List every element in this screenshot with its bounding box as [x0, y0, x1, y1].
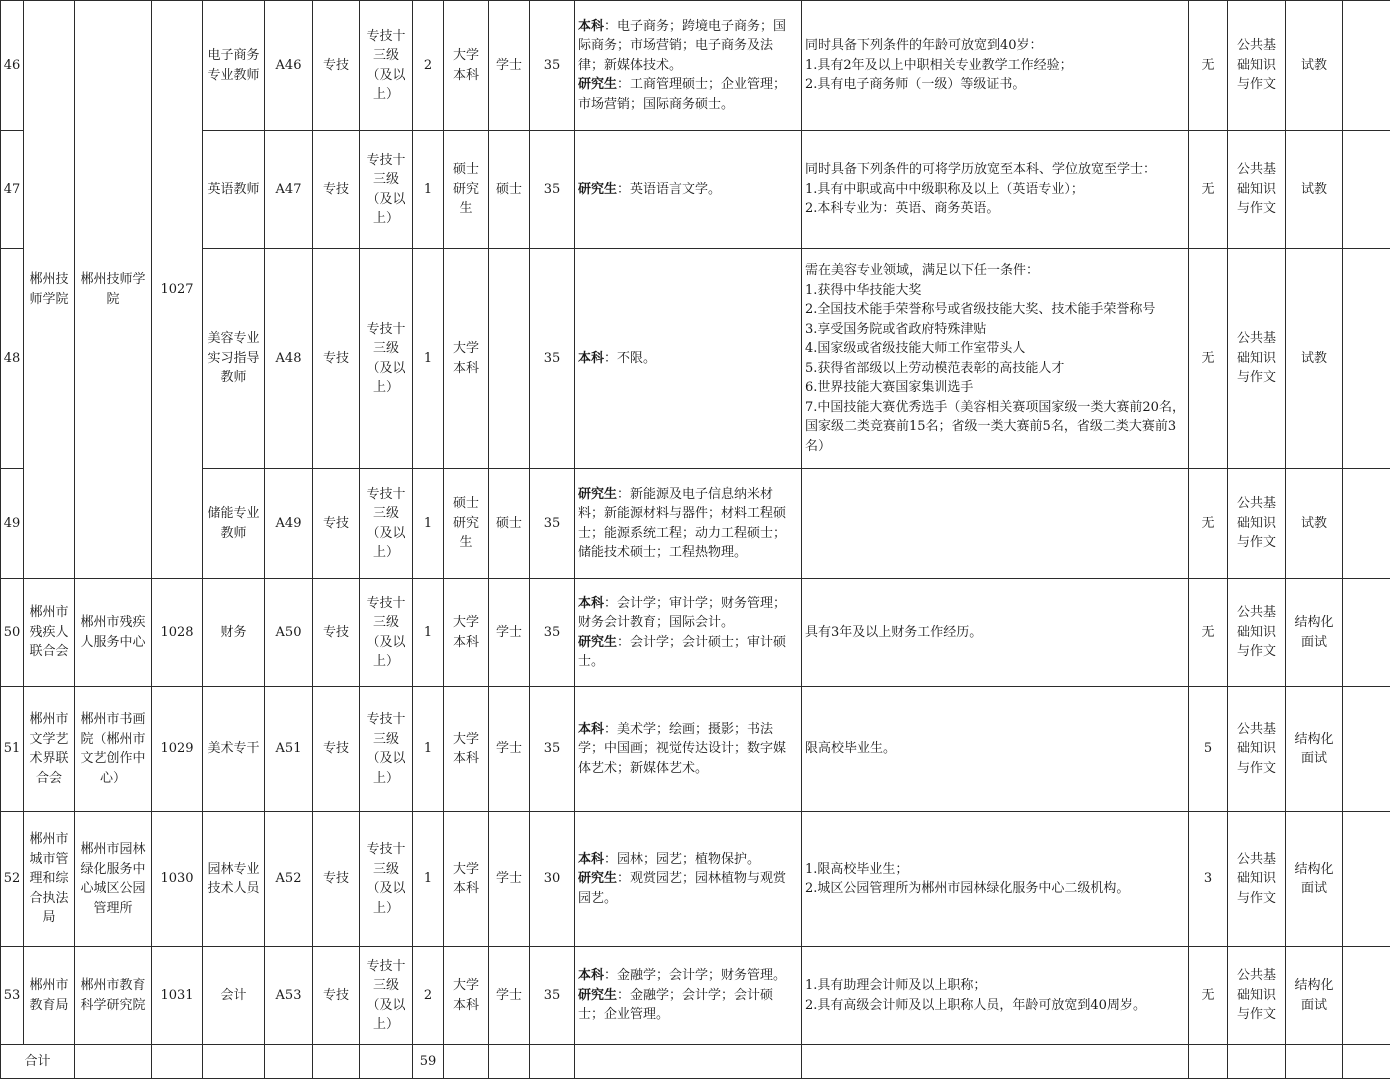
requirement-line: 1.具有中职或高中中级职称及以上（英语专业）； [805, 181, 1084, 197]
interview-form: 结构化面试 [1286, 687, 1343, 812]
undergrad-label: 本科 [578, 18, 605, 34]
remarks-cell [1343, 131, 1390, 249]
major-requirements [575, 131, 802, 249]
interview-form: 试教 [1286, 131, 1343, 249]
remarks-cell [1343, 579, 1390, 687]
degree: 学士 [489, 947, 530, 1045]
empty-cell [203, 1045, 265, 1079]
education: 硕士研究生 [444, 131, 489, 249]
department-code: 1027 [152, 1, 203, 579]
interview-form: 结构化面试 [1286, 812, 1343, 947]
requirement-line: 2.城区公园管理所为郴州市园林绿化服务中心二级机构。 [805, 881, 1130, 896]
hiring-count: 1 [413, 249, 444, 469]
post-code: A51 [265, 687, 313, 812]
undergrad-label: 本科 [578, 968, 605, 984]
grad-majors: ：工商管理硕士；企业管理；市场营销；国际商务硕士。 [578, 77, 787, 112]
department-code: 1030 [152, 812, 203, 947]
hiring-count: 1 [413, 687, 444, 812]
other-requirements [802, 579, 1189, 687]
major-requirements [575, 1, 802, 131]
empty-cell [313, 1045, 360, 1079]
major-requirements [575, 579, 802, 687]
other-requirements [802, 812, 1189, 947]
degree: 硕士 [489, 131, 530, 249]
other-requirements [802, 131, 1189, 249]
grad-label: 研究生 [578, 77, 618, 93]
post-type: 专技 [313, 469, 360, 579]
post-code: A46 [265, 1, 313, 131]
table-row [1, 687, 1390, 812]
max-age: 35 [530, 131, 575, 249]
table-row [1, 131, 1390, 249]
post-name: 美术专干 [203, 687, 265, 812]
education: 大学本科 [444, 947, 489, 1045]
post-type: 专技 [313, 947, 360, 1045]
other-requirements [802, 1, 1189, 131]
interview-form: 试教 [1286, 1, 1343, 131]
post-level: 专技十三级（及以上） [360, 469, 413, 579]
remarks-cell [1343, 687, 1390, 812]
exam-ratio: 3 [1189, 812, 1228, 947]
post-type: 专技 [313, 131, 360, 249]
undergrad-majors: ：园林；园艺；植物保护。 [604, 851, 761, 867]
exam-ratio: 5 [1189, 687, 1228, 812]
written-subject: 公共基础知识与作文 [1228, 1, 1286, 131]
post-name: 电子商务专业教师 [203, 1, 265, 131]
hiring-count: 1 [413, 469, 444, 579]
post-name: 美容专业实习指导教师 [203, 249, 265, 469]
other-requirements [802, 947, 1189, 1045]
empty-cell [1228, 1045, 1286, 1079]
major-requirements [575, 947, 802, 1045]
max-age: 35 [530, 579, 575, 687]
major-requirements [575, 469, 802, 579]
empty-cell [1286, 1045, 1343, 1079]
written-subject: 公共基础知识与作文 [1228, 947, 1286, 1045]
degree: 学士 [489, 1, 530, 131]
education: 大学本科 [444, 812, 489, 947]
degree: 硕士 [489, 469, 530, 579]
post-level: 专技十三级（及以上） [360, 249, 413, 469]
other-requirements [802, 687, 1189, 812]
post-name: 园林专业技术人员 [203, 812, 265, 947]
hiring-department: 郴州市园林绿化服务中心城区公园管理所 [75, 812, 152, 947]
major-requirements [575, 812, 802, 947]
requirement-line: 4.国家级或省级技能大师工作室带头人 [805, 341, 1026, 356]
exam-ratio: 无 [1189, 131, 1228, 249]
requirement-line: 3.享受国务院或省政府特殊津贴 [805, 321, 987, 337]
post-type: 专技 [313, 579, 360, 687]
exam-ratio: 无 [1189, 249, 1228, 469]
post-name: 储能专业教师 [203, 469, 265, 579]
max-age: 30 [530, 812, 575, 947]
max-age: 35 [530, 249, 575, 469]
exam-ratio: 无 [1189, 947, 1228, 1045]
requirement-line: 1.限高校毕业生； [805, 861, 909, 877]
hiring-count: 1 [413, 812, 444, 947]
grad-majors: ：英语语言文学。 [617, 181, 722, 197]
requirement-line: 2.全国技术能手荣誉称号或省级技能大奖、技术能手荣誉称号 [805, 302, 1156, 317]
hiring-department: 郴州市残疾人服务中心 [75, 579, 152, 687]
interview-form: 试教 [1286, 469, 1343, 579]
requirement-line: 具有3年及以上财务工作经历。 [805, 624, 983, 640]
remarks-cell [1343, 947, 1390, 1045]
hiring-unit: 郴州市文学艺术界联合会 [24, 687, 75, 812]
row-number: 47 [1, 131, 24, 249]
post-name: 财务 [203, 579, 265, 687]
degree: 学士 [489, 687, 530, 812]
empty-cell [444, 1045, 489, 1079]
interview-form: 结构化面试 [1286, 947, 1343, 1045]
post-code: A53 [265, 947, 313, 1045]
row-number: 49 [1, 469, 24, 579]
grad-label: 研究生 [578, 486, 618, 502]
post-name: 英语教师 [203, 131, 265, 249]
degree: 学士 [489, 812, 530, 947]
undergrad-majors: ：金融学；会计学；财务管理。 [604, 968, 787, 984]
table-row [1, 579, 1390, 687]
undergrad-label: 本科 [578, 721, 605, 737]
grad-majors: ：观赏园艺；园林植物与观赏园艺。 [578, 871, 787, 906]
grad-majors: ：金融学；会计学；会计硕士；企业管理。 [578, 987, 774, 1023]
remarks-cell [1343, 1, 1390, 131]
requirement-line: 1.具有2年及以上中职相关专业教学工作经验； [805, 57, 1073, 73]
total-count: 59 [413, 1045, 444, 1079]
empty-cell [152, 1045, 203, 1079]
other-requirements [802, 249, 1189, 469]
requirement-line: 限高校毕业生。 [805, 741, 897, 757]
requirement-line: 7.中国技能大赛优秀选手（美容相关赛项国家级一类大赛前20名，国家级二类竞赛前15名；省级一类大赛前5名，省级二类大赛前3名） [805, 399, 1185, 454]
education: 硕士研究生 [444, 469, 489, 579]
max-age: 35 [530, 947, 575, 1045]
other-requirements [802, 469, 1189, 579]
requirement-line: 同时具备下列条件的年龄可放宽到40岁： [805, 38, 1043, 54]
post-level: 专技十三级（及以上） [360, 947, 413, 1045]
post-level: 专技十三级（及以上） [360, 579, 413, 687]
post-code: A52 [265, 812, 313, 947]
table-row [1, 469, 1390, 579]
education: 大学本科 [444, 687, 489, 812]
post-code: A49 [265, 469, 313, 579]
hiring-count: 1 [413, 579, 444, 687]
requirement-line: 1.具有助理会计师及以上职称； [805, 978, 987, 993]
post-code: A48 [265, 249, 313, 469]
department-code: 1028 [152, 579, 203, 687]
empty-cell [265, 1045, 313, 1079]
degree: 学士 [489, 579, 530, 687]
row-number: 48 [1, 249, 24, 469]
requirement-line: 同时具备下列条件的可将学历放宽至本科、学位放宽至学士： [805, 162, 1157, 178]
exam-ratio: 无 [1189, 579, 1228, 687]
written-subject: 公共基础知识与作文 [1228, 687, 1286, 812]
post-level: 专技十三级（及以上） [360, 812, 413, 947]
post-level: 专技十三级（及以上） [360, 1, 413, 131]
empty-cell [1189, 1045, 1228, 1079]
post-code: A47 [265, 131, 313, 249]
empty-cell [75, 1045, 152, 1079]
hiring-department: 郴州市教育科学研究院 [75, 947, 152, 1045]
requirement-line: 需在美容专业领域，满足以下任一条件： [805, 263, 1040, 278]
requirement-line: 2.本科专业为：英语、商务英语。 [805, 201, 1000, 217]
remarks-cell [1343, 469, 1390, 579]
written-subject: 公共基础知识与作文 [1228, 812, 1286, 947]
hiring-unit: 郴州技师学院 [24, 1, 75, 579]
grad-label: 研究生 [578, 181, 618, 197]
row-number: 53 [1, 947, 24, 1045]
exam-ratio: 无 [1189, 469, 1228, 579]
requirement-line: 2.具有高级会计师及以上职称人员，年龄可放宽到40周岁。 [805, 997, 1146, 1013]
education: 大学本科 [444, 1, 489, 131]
empty-cell [530, 1045, 575, 1079]
grad-majors: ：会计学；会计硕士；审计硕士。 [578, 634, 787, 669]
requirement-line: 5.获得省部级以上劳动模范表彰的高技能人才 [805, 360, 1065, 376]
hiring-count: 2 [413, 1, 444, 131]
row-number: 50 [1, 579, 24, 687]
post-type: 专技 [313, 249, 360, 469]
undergrad-label: 本科 [578, 350, 605, 366]
row-number: 46 [1, 1, 24, 131]
grad-majors: ：新能源及电子信息纳米材料；新能源材料与器件；材料工程硕士；能源系统工程；动力工程硕士；储能技术硕士；工程热物理。 [578, 486, 787, 560]
total-row [1, 1045, 1390, 1079]
requirement-line: 1.获得中华技能大奖 [805, 282, 922, 298]
total-label: 合计 [1, 1045, 75, 1079]
exam-ratio: 无 [1189, 1, 1228, 131]
post-type: 专技 [313, 687, 360, 812]
grad-label: 研究生 [578, 987, 618, 1003]
empty-cell [1343, 1045, 1390, 1079]
written-subject: 公共基础知识与作文 [1228, 249, 1286, 469]
department-code: 1031 [152, 947, 203, 1045]
post-type: 专技 [313, 1, 360, 131]
hiring-department: 郴州技师学院 [75, 1, 152, 579]
post-name: 会计 [203, 947, 265, 1045]
hiring-unit: 郴州市残疾人联合会 [24, 579, 75, 687]
max-age: 35 [530, 687, 575, 812]
empty-cell [575, 1045, 802, 1079]
remarks-cell [1343, 812, 1390, 947]
hiring-department: 郴州市书画院（郴州市文艺创作中心） [75, 687, 152, 812]
hiring-count: 1 [413, 131, 444, 249]
major-requirements [575, 687, 802, 812]
interview-form: 结构化面试 [1286, 579, 1343, 687]
post-code: A50 [265, 579, 313, 687]
hiring-count: 2 [413, 947, 444, 1045]
table-row [1, 249, 1390, 469]
empty-cell [802, 1045, 1189, 1079]
table-row [1, 1, 1390, 131]
undergrad-majors: ：会计学；审计学；财务管理；财务会计教育；国际会计。 [578, 595, 787, 630]
undergrad-label: 本科 [578, 851, 605, 867]
undergrad-majors: ：美术学；绘画；摄影；书法学；中国画；视觉传达设计；数字媒体艺术；新媒体艺术。 [578, 721, 787, 776]
requirement-line: 2.具有电子商务师（一级）等级证书。 [805, 77, 1026, 93]
hiring-unit: 郴州市城市管理和综合执法局 [24, 812, 75, 947]
written-subject: 公共基础知识与作文 [1228, 579, 1286, 687]
undergrad-label: 本科 [578, 595, 605, 611]
empty-cell [489, 1045, 530, 1079]
empty-cell [360, 1045, 413, 1079]
department-code: 1029 [152, 687, 203, 812]
row-number: 51 [1, 687, 24, 812]
interview-form: 试教 [1286, 249, 1343, 469]
undergrad-majors: ：不限。 [604, 350, 657, 366]
written-subject: 公共基础知识与作文 [1228, 131, 1286, 249]
grad-label: 研究生 [578, 634, 618, 650]
table-row [1, 812, 1390, 947]
remarks-cell [1343, 249, 1390, 469]
requirement-line: 6.世界技能大赛国家集训选手 [805, 380, 974, 395]
row-number: 52 [1, 812, 24, 947]
grad-label: 研究生 [578, 871, 618, 887]
hiring-unit: 郴州市教育局 [24, 947, 75, 1045]
max-age: 35 [530, 469, 575, 579]
education: 大学本科 [444, 249, 489, 469]
degree [489, 249, 530, 469]
max-age: 35 [530, 1, 575, 131]
post-type: 专技 [313, 812, 360, 947]
major-requirements [575, 249, 802, 469]
undergrad-majors: ：电子商务；跨境电子商务；国际商务；市场营销；电子商务及法律；新媒体技术。 [578, 18, 787, 73]
post-level: 专技十三级（及以上） [360, 687, 413, 812]
table-row [1, 947, 1390, 1045]
education: 大学本科 [444, 579, 489, 687]
post-level: 专技十三级（及以上） [360, 131, 413, 249]
written-subject: 公共基础知识与作文 [1228, 469, 1286, 579]
